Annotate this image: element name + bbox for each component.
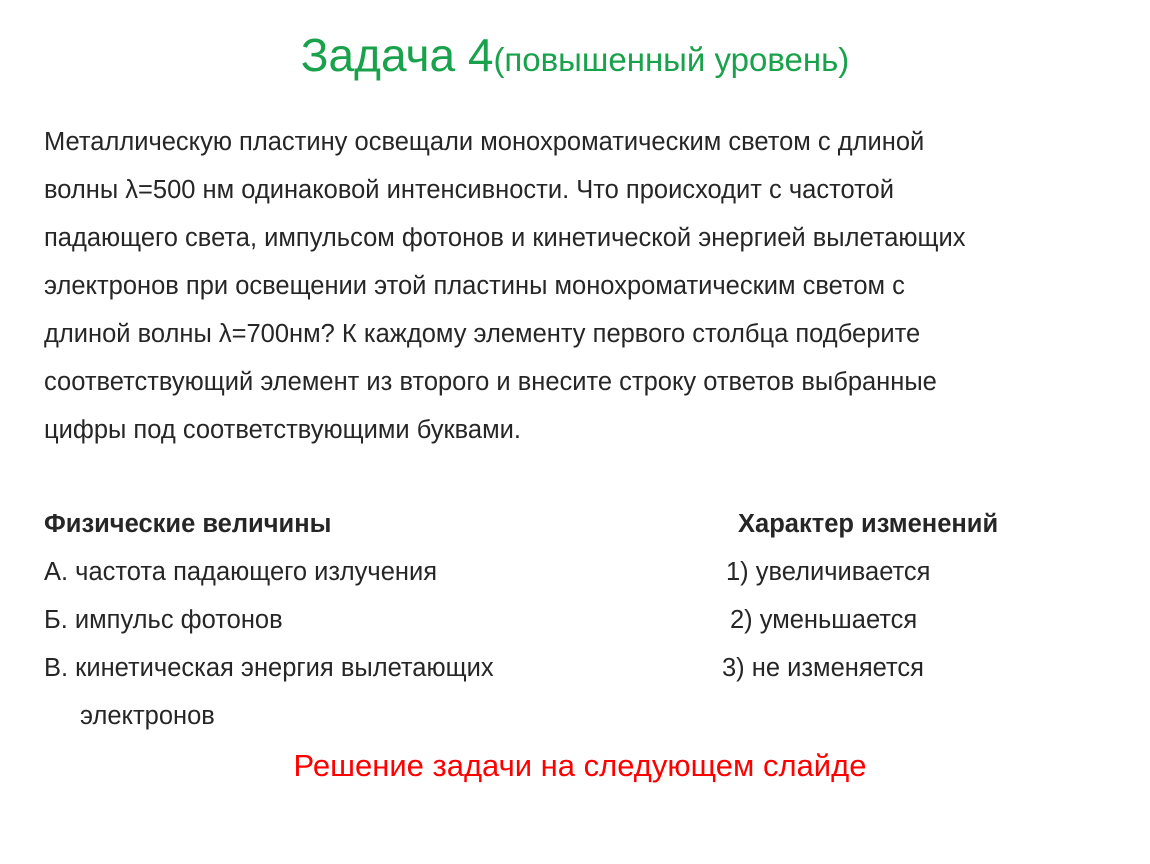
left-column-header: Физические величины	[44, 510, 332, 538]
quantity-b: Б. импульс фотонов	[44, 606, 283, 634]
task-line: падающего света, импульсом фотонов и кинетической энергией вылетающих	[44, 224, 966, 252]
title-main: Задача 4	[300, 29, 494, 81]
task-line: соответствующий элемент из второго и внесите строку ответов выбранные	[44, 368, 937, 396]
task-line: электронов при освещении этой пластины монохроматическим светом с	[44, 272, 905, 300]
quantity-a: А. частота падающего излучения	[44, 558, 438, 586]
quantity-c-continuation: электронов	[80, 702, 215, 730]
change-option-3: 3) не изменяется	[722, 654, 924, 682]
next-slide-note: Решение задачи на следующем слайде	[293, 748, 867, 783]
change-option-1: 1) увеличивается	[726, 558, 931, 586]
title-level: (повышенный уровень)	[493, 41, 850, 78]
task-line: волны λ=500 нм одинаковой интенсивности. Что происходит с частотой	[44, 176, 894, 204]
change-option-2: 2) уменьшается	[730, 606, 918, 634]
task-line: длиной волны λ=700нм? К каждому элементу первого столбца подберите	[44, 320, 921, 348]
slide-title	[0, 28, 1150, 82]
quantity-c: В. кинетическая энергия вылетающих	[44, 654, 494, 682]
task-line: Металлическую пластину освещали монохроматическим светом с длиной	[44, 128, 925, 156]
task-line: цифры под соответствующими буквами.	[44, 416, 521, 444]
task-statement	[44, 118, 1124, 454]
right-column-header: Характер изменений	[738, 510, 999, 538]
